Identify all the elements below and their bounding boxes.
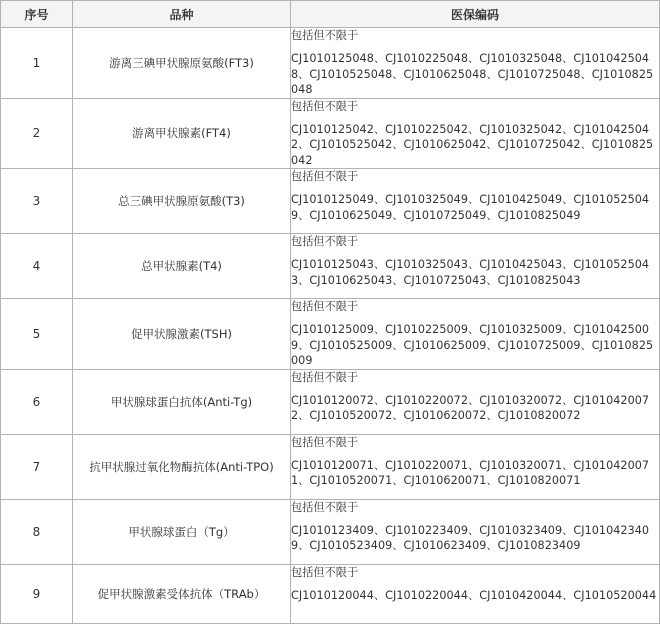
- row-codes-list: CJ1010120044、CJ1010220044、CJ1010420044、CJ1010520044: [291, 588, 657, 602]
- row-item-name: 抗甲状腺过氧化物酶抗体(Anti-TPO): [73, 434, 291, 499]
- row-index: 3: [1, 169, 73, 234]
- row-codes-list: CJ1010125048、CJ1010225048、CJ1010325048、CJ1010425048、CJ1010525048、CJ1010625048、CJ1010725048、CJ1010825048: [291, 52, 654, 96]
- row-codes-list: CJ1010125043、CJ1010325043、CJ1010425043、CJ1010525043、CJ1010625043、CJ1010725043、CJ1010825043: [291, 258, 650, 287]
- row-item-name: 甲状腺球蛋白（Tg）: [73, 499, 291, 564]
- row-codes-lead: 包括但不限于: [291, 170, 359, 183]
- row-item-name: 甲状腺球蛋白抗体(Anti-Tg): [73, 369, 291, 434]
- table-row: [1, 28, 660, 99]
- row-index: 2: [1, 98, 73, 169]
- row-codes-cell: [291, 434, 660, 499]
- row-codes-cell: [291, 28, 660, 99]
- row-item-name: 促甲状腺激素受体抗体（TRAb）: [73, 564, 291, 623]
- row-index: 7: [1, 434, 73, 499]
- table-header: [1, 1, 660, 28]
- header-insurance-code: 医保编码: [291, 1, 660, 28]
- row-codes-lead: 包括但不限于: [291, 300, 359, 313]
- row-codes-lead: 包括但不限于: [291, 565, 359, 579]
- row-codes-cell: [291, 369, 660, 434]
- row-codes-list: CJ1010120072、CJ1010220072、CJ1010320072、CJ1010420072、CJ1010520072、CJ1010620072、CJ1010820072: [291, 393, 650, 422]
- row-codes-cell: [291, 299, 660, 370]
- row-index: 1: [1, 28, 73, 99]
- row-codes-list: CJ1010125049、CJ1010325049、CJ1010425049、CJ1010525049、CJ1010625049、CJ1010725049、CJ1010825049: [291, 193, 650, 222]
- row-index: 8: [1, 499, 73, 564]
- table-row: [1, 499, 660, 564]
- table-body: [1, 28, 660, 624]
- row-codes-lead: 包括但不限于: [291, 370, 359, 384]
- table-row: [1, 234, 660, 299]
- row-item-name: 游离甲状腺素(FT4): [73, 98, 291, 169]
- row-codes-lead: 包括但不限于: [291, 435, 359, 449]
- row-codes-list: CJ1010125042、CJ1010225042、CJ1010325042、CJ1010425042、CJ1010525042、CJ1010625042、CJ1010725042、CJ1010825042: [291, 122, 654, 167]
- row-codes-lead: 包括但不限于: [291, 29, 359, 42]
- row-codes-lead: 包括但不限于: [291, 235, 359, 248]
- row-item-name: 游离三碘甲状腺原氨酸(FT3): [73, 28, 291, 99]
- table-row: [1, 369, 660, 434]
- row-codes-list: CJ1010125009、CJ1010225009、CJ1010325009、CJ1010425009、CJ1010525009、CJ1010625009、CJ1010725009、CJ1010825009: [291, 323, 654, 367]
- row-codes-lead: 包括但不限于: [291, 500, 359, 514]
- row-index: 9: [1, 564, 73, 623]
- header-row: [1, 1, 660, 28]
- row-codes-cell: [291, 564, 660, 623]
- table-row: [1, 299, 660, 370]
- row-index: 4: [1, 234, 73, 299]
- row-item-name: 总甲状腺素(T4): [73, 234, 291, 299]
- row-codes-list: CJ1010120071、CJ1010220071、CJ1010320071、CJ1010420071、CJ1010520071、CJ1010620071、CJ1010820071: [291, 458, 650, 487]
- table-row: [1, 169, 660, 234]
- table-row: [1, 98, 660, 169]
- row-item-name: 促甲状腺激素(TSH): [73, 299, 291, 370]
- row-codes-list: CJ1010123409、CJ1010223409、CJ1010323409、CJ1010423409、CJ1010523409、CJ1010623409、CJ1010823409: [291, 523, 650, 552]
- header-item-name: 品种: [73, 1, 291, 28]
- row-index: 5: [1, 299, 73, 370]
- row-item-name: 总三碘甲状腺原氨酸(T3): [73, 169, 291, 234]
- table-row: [1, 434, 660, 499]
- row-codes-cell: [291, 499, 660, 564]
- row-codes-cell: [291, 169, 660, 234]
- header-index: 序号: [1, 1, 73, 28]
- row-codes-cell: [291, 98, 660, 169]
- row-codes-lead: 包括但不限于: [291, 99, 359, 113]
- row-codes-cell: [291, 234, 660, 299]
- row-index: 6: [1, 369, 73, 434]
- table-row: [1, 564, 660, 623]
